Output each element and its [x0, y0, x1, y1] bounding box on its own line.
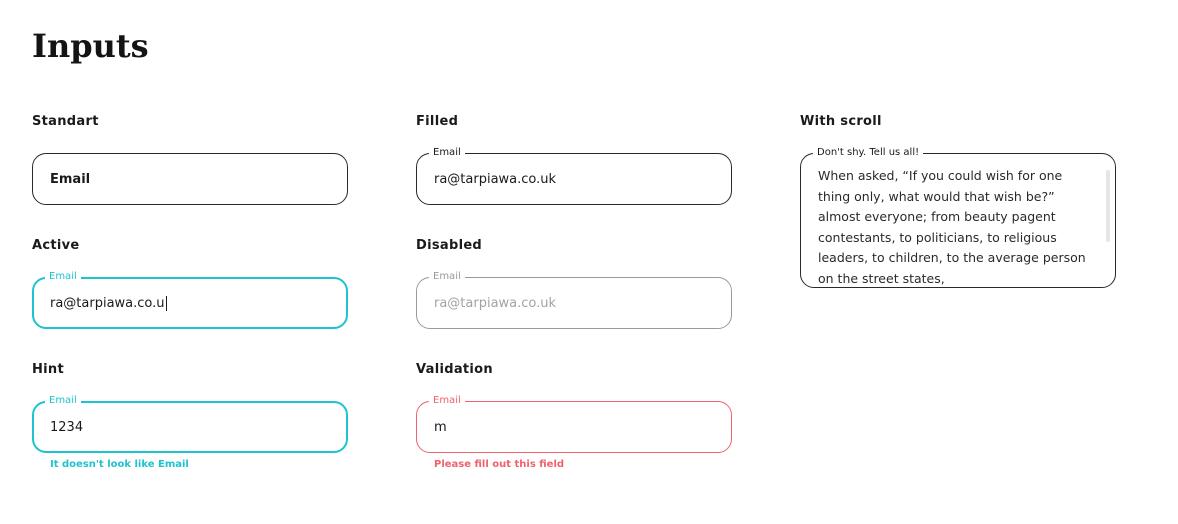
- email-field-standart-placeholder: Email: [50, 171, 91, 187]
- email-field-active-legend: Email: [45, 270, 81, 284]
- email-field-hint-value: 1234: [50, 419, 84, 435]
- email-field-filled[interactable]: [416, 147, 732, 205]
- email-field-validation[interactable]: [416, 395, 732, 453]
- section-label-standart: Standart: [32, 114, 99, 129]
- page-title: Inputs: [32, 27, 149, 65]
- message-textarea-legend: Don't shy. Tell us all!: [813, 146, 923, 160]
- email-field-validation-legend: Email: [429, 394, 465, 408]
- section-label-disabled: Disabled: [416, 238, 483, 253]
- email-field-active[interactable]: [32, 271, 348, 329]
- section-label-filled: Filled: [416, 114, 459, 129]
- validation-error-text: Please fill out this field: [434, 459, 565, 470]
- message-textarea-value: When asked, “If you could wish for one thing only, what would that wish be?” almost everyone; from beauty pagent contestants, to politicians, to religious leaders, to children, to the average person on the street states,: [818, 168, 1086, 286]
- email-field-filled-value: ra@tarpiawa.co.uk: [434, 171, 557, 187]
- email-field-disabled: [416, 271, 732, 329]
- email-field-hint-legend: Email: [45, 394, 81, 408]
- message-textarea[interactable]: [800, 147, 1116, 288]
- section-label-hint: Hint: [32, 362, 65, 377]
- email-field-validation-value: m: [434, 419, 447, 435]
- email-field-active-value: ra@tarpiawa.co.u: [50, 295, 165, 311]
- email-field-hint[interactable]: [32, 395, 348, 453]
- email-field-disabled-legend: Email: [429, 270, 465, 284]
- section-label-with-scroll: With scroll: [800, 114, 882, 129]
- textarea-scrollbar[interactable]: [1106, 170, 1110, 242]
- hint-helper-text: It doesn't look like Email: [50, 459, 189, 470]
- email-field-filled-legend: Email: [429, 146, 465, 160]
- email-field-active-value-wrap: [50, 279, 167, 327]
- email-field-standart[interactable]: [32, 153, 348, 205]
- section-label-active: Active: [32, 238, 80, 253]
- email-field-disabled-value: ra@tarpiawa.co.uk: [434, 295, 557, 311]
- text-caret: [166, 296, 167, 311]
- section-label-validation: Validation: [416, 362, 493, 377]
